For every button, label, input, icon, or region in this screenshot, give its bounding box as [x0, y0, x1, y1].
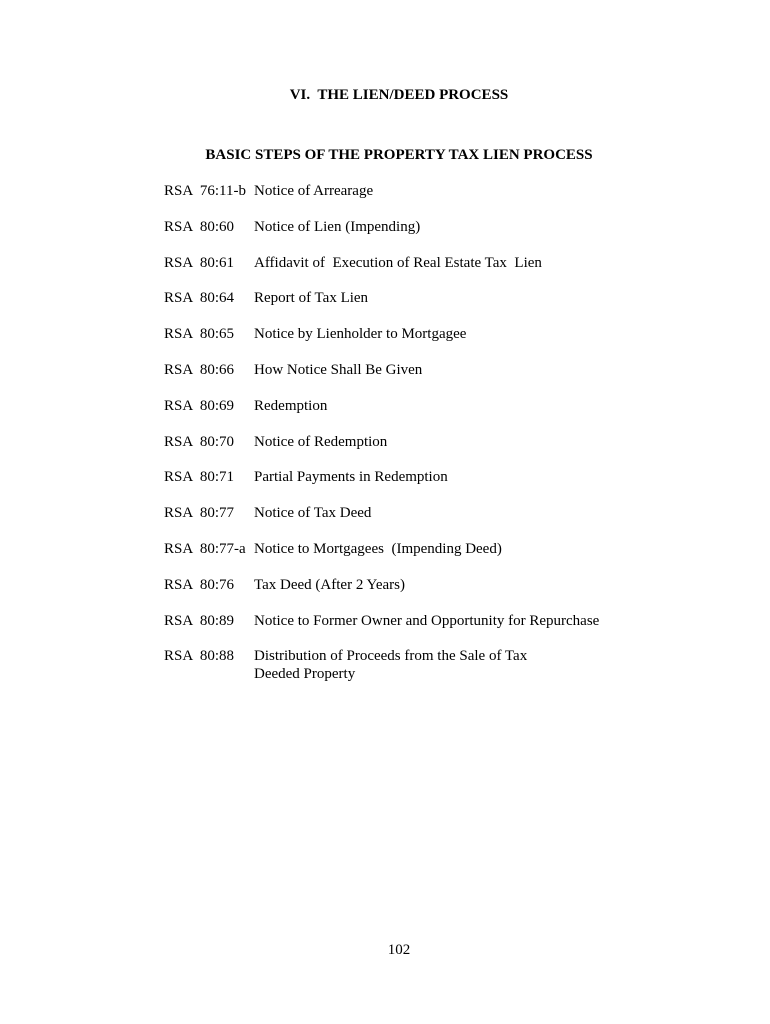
list-item: [164, 254, 624, 272]
rsa-reference: RSA 80:66: [164, 361, 235, 378]
step-description: Affidavit of Execution of Real Estate Tax Lien: [254, 254, 542, 271]
step-description: Notice of Tax Deed: [254, 505, 372, 522]
step-description: Partial Payments in Redemption: [254, 469, 448, 486]
list-item: [164, 433, 624, 451]
rsa-reference: RSA 80:89: [164, 612, 235, 629]
list-item: [164, 540, 624, 558]
list-item: [164, 647, 624, 683]
list-item: [164, 325, 624, 343]
list-item: [164, 612, 624, 630]
rsa-reference: RSA 80:61: [164, 254, 235, 271]
list-item: [164, 504, 624, 522]
steps-list: [164, 182, 624, 701]
rsa-reference: RSA 80:77: [164, 505, 235, 522]
rsa-reference: RSA 80:60: [164, 218, 235, 235]
rsa-reference: RSA 80:76: [164, 576, 235, 593]
step-description: Notice to Mortgagees (Impending Deed): [254, 540, 502, 557]
rsa-reference: RSA 80:70: [164, 433, 235, 450]
step-description: Report of Tax Lien: [254, 290, 369, 307]
rsa-reference: RSA 80:71: [164, 469, 235, 486]
rsa-reference: RSA 80:88: [164, 648, 235, 665]
step-description: Notice of Redemption: [254, 433, 388, 450]
step-description: Notice by Lienholder to Mortgagee: [254, 326, 467, 343]
list-item: [164, 361, 624, 379]
rsa-reference: RSA 80:77-a: [164, 540, 246, 557]
rsa-reference: RSA 80:65: [164, 326, 235, 343]
step-description: Tax Deed (After 2 Years): [254, 576, 405, 593]
rsa-reference: RSA 76:11-b: [164, 183, 246, 199]
step-description: Distribution of Proceeds from the Sale of Tax Deeded Property: [254, 648, 528, 683]
list-item: [164, 289, 624, 307]
step-description: Notice of Lien (Impending): [254, 218, 421, 235]
list-item: [164, 576, 624, 594]
step-description: Redemption: [254, 397, 328, 414]
section-title: VI. THE LIEN/DEED PROCESS: [289, 87, 509, 103]
list-item: [164, 182, 624, 200]
step-description: Notice to Former Owner and Opportunity for Repurchase: [254, 612, 600, 629]
list-title: BASIC STEPS OF THE PROPERTY TAX LIEN PROCESS: [205, 147, 593, 163]
step-description: How Notice Shall Be Given: [254, 361, 423, 378]
list-item: [164, 397, 624, 415]
rsa-reference: RSA 80:64: [164, 290, 235, 307]
rsa-reference: RSA 80:69: [164, 397, 235, 414]
list-item: [164, 468, 624, 486]
step-description: Notice of Arrearage: [254, 183, 374, 199]
list-item: [164, 218, 624, 236]
page-number: 102: [387, 942, 411, 958]
